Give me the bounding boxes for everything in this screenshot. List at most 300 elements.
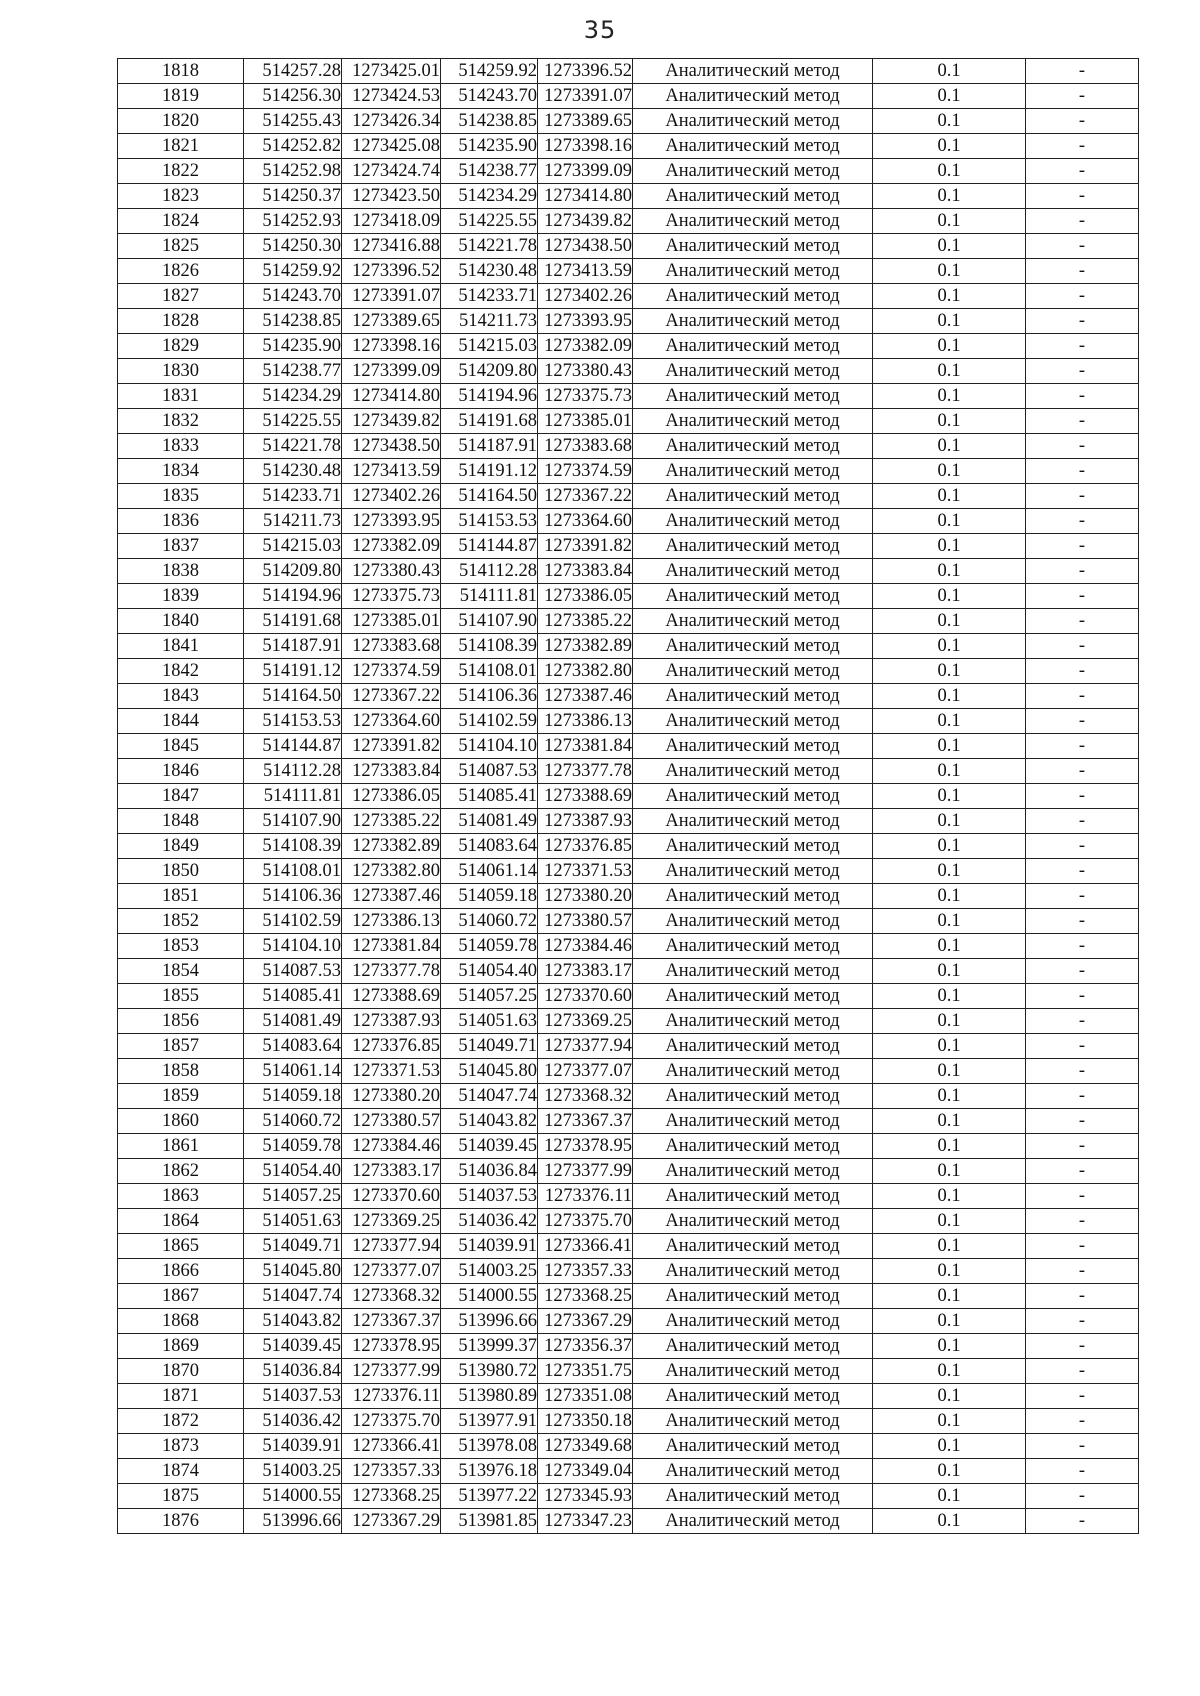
y1-cell: 1273380.57	[342, 1109, 441, 1134]
note-cell: -	[1026, 1109, 1139, 1134]
accuracy-cell: 0.1	[873, 1384, 1026, 1409]
x2-cell: 514039.45	[441, 1134, 538, 1159]
y1-cell: 1273438.50	[342, 434, 441, 459]
x1-cell: 514191.68	[244, 609, 342, 634]
table-row	[118, 1309, 1139, 1334]
x1-cell: 514164.50	[244, 684, 342, 709]
x1-cell: 514049.71	[244, 1234, 342, 1259]
y2-cell: 1273347.23	[538, 1509, 633, 1534]
point-number-cell: 1873	[118, 1434, 244, 1459]
y1-cell: 1273386.13	[342, 909, 441, 934]
table-row	[118, 109, 1139, 134]
x1-cell: 514108.01	[244, 859, 342, 884]
x1-cell: 514238.85	[244, 309, 342, 334]
y1-cell: 1273416.88	[342, 234, 441, 259]
x1-cell: 514112.28	[244, 759, 342, 784]
y1-cell: 1273367.29	[342, 1509, 441, 1534]
table-row	[118, 1334, 1139, 1359]
point-number-cell: 1822	[118, 159, 244, 184]
table-body	[118, 59, 1139, 1534]
method-cell: Аналитический метод	[633, 559, 873, 584]
x1-cell: 514043.82	[244, 1309, 342, 1334]
x2-cell: 514225.55	[441, 209, 538, 234]
y2-cell: 1273414.80	[538, 184, 633, 209]
table-row	[118, 809, 1139, 834]
x1-cell: 514107.90	[244, 809, 342, 834]
y2-cell: 1273374.59	[538, 459, 633, 484]
table-row	[118, 584, 1139, 609]
x1-cell: 514036.42	[244, 1409, 342, 1434]
method-cell: Аналитический метод	[633, 1284, 873, 1309]
method-cell: Аналитический метод	[633, 1059, 873, 1084]
x1-cell: 514153.53	[244, 709, 342, 734]
y1-cell: 1273376.85	[342, 1034, 441, 1059]
accuracy-cell: 0.1	[873, 859, 1026, 884]
method-cell: Аналитический метод	[633, 634, 873, 659]
x2-cell: 514235.90	[441, 134, 538, 159]
method-cell: Аналитический метод	[633, 84, 873, 109]
x2-cell: 514054.40	[441, 959, 538, 984]
method-cell: Аналитический метод	[633, 1384, 873, 1409]
note-cell: -	[1026, 559, 1139, 584]
method-cell: Аналитический метод	[633, 984, 873, 1009]
method-cell: Аналитический метод	[633, 859, 873, 884]
note-cell: -	[1026, 834, 1139, 859]
y1-cell: 1273388.69	[342, 984, 441, 1009]
y1-cell: 1273387.46	[342, 884, 441, 909]
method-cell: Аналитический метод	[633, 1159, 873, 1184]
table-row	[118, 484, 1139, 509]
y2-cell: 1273383.84	[538, 559, 633, 584]
x1-cell: 514087.53	[244, 959, 342, 984]
y1-cell: 1273414.80	[342, 384, 441, 409]
x1-cell: 514111.81	[244, 784, 342, 809]
accuracy-cell: 0.1	[873, 484, 1026, 509]
x2-cell: 514061.14	[441, 859, 538, 884]
y1-cell: 1273398.16	[342, 334, 441, 359]
method-cell: Аналитический метод	[633, 384, 873, 409]
y2-cell: 1273438.50	[538, 234, 633, 259]
table-row	[118, 284, 1139, 309]
y1-cell: 1273368.25	[342, 1484, 441, 1509]
y1-cell: 1273376.11	[342, 1384, 441, 1409]
y2-cell: 1273368.32	[538, 1084, 633, 1109]
point-number-cell: 1829	[118, 334, 244, 359]
point-number-cell: 1847	[118, 784, 244, 809]
x1-cell: 514083.64	[244, 1034, 342, 1059]
y2-cell: 1273364.60	[538, 509, 633, 534]
x1-cell: 514252.98	[244, 159, 342, 184]
y2-cell: 1273351.08	[538, 1384, 633, 1409]
table-row	[118, 134, 1139, 159]
x2-cell: 514108.39	[441, 634, 538, 659]
accuracy-cell: 0.1	[873, 1459, 1026, 1484]
point-number-cell: 1844	[118, 709, 244, 734]
accuracy-cell: 0.1	[873, 359, 1026, 384]
y2-cell: 1273377.78	[538, 759, 633, 784]
y1-cell: 1273396.52	[342, 259, 441, 284]
x2-cell: 514221.78	[441, 234, 538, 259]
accuracy-cell: 0.1	[873, 59, 1026, 84]
x2-cell: 514191.68	[441, 409, 538, 434]
y1-cell: 1273380.43	[342, 559, 441, 584]
y1-cell: 1273382.80	[342, 859, 441, 884]
table-row	[118, 309, 1139, 334]
x1-cell: 514106.36	[244, 884, 342, 909]
method-cell: Аналитический метод	[633, 584, 873, 609]
point-number-cell: 1849	[118, 834, 244, 859]
y1-cell: 1273383.17	[342, 1159, 441, 1184]
accuracy-cell: 0.1	[873, 459, 1026, 484]
x1-cell: 514085.41	[244, 984, 342, 1009]
accuracy-cell: 0.1	[873, 1184, 1026, 1209]
y1-cell: 1273413.59	[342, 459, 441, 484]
y2-cell: 1273351.75	[538, 1359, 633, 1384]
point-number-cell: 1846	[118, 759, 244, 784]
method-cell: Аналитический метод	[633, 734, 873, 759]
point-number-cell: 1868	[118, 1309, 244, 1334]
accuracy-cell: 0.1	[873, 1234, 1026, 1259]
accuracy-cell: 0.1	[873, 984, 1026, 1009]
y2-cell: 1273376.11	[538, 1184, 633, 1209]
table-row	[118, 459, 1139, 484]
point-number-cell: 1828	[118, 309, 244, 334]
table-row	[118, 1459, 1139, 1484]
method-cell: Аналитический метод	[633, 1334, 873, 1359]
note-cell: -	[1026, 1509, 1139, 1534]
y1-cell: 1273439.82	[342, 409, 441, 434]
x2-cell: 513981.85	[441, 1509, 538, 1534]
accuracy-cell: 0.1	[873, 309, 1026, 334]
table-row	[118, 759, 1139, 784]
x1-cell: 514108.39	[244, 834, 342, 859]
x1-cell: 514059.78	[244, 1134, 342, 1159]
y1-cell: 1273418.09	[342, 209, 441, 234]
x2-cell: 514234.29	[441, 184, 538, 209]
note-cell: -	[1026, 584, 1139, 609]
accuracy-cell: 0.1	[873, 1159, 1026, 1184]
method-cell: Аналитический метод	[633, 434, 873, 459]
note-cell: -	[1026, 634, 1139, 659]
method-cell: Аналитический метод	[633, 59, 873, 84]
method-cell: Аналитический метод	[633, 884, 873, 909]
y2-cell: 1273388.69	[538, 784, 633, 809]
point-number-cell: 1820	[118, 109, 244, 134]
point-number-cell: 1819	[118, 84, 244, 109]
note-cell: -	[1026, 1034, 1139, 1059]
point-number-cell: 1835	[118, 484, 244, 509]
table-row	[118, 1084, 1139, 1109]
x2-cell: 514000.55	[441, 1284, 538, 1309]
y2-cell: 1273383.68	[538, 434, 633, 459]
method-cell: Аналитический метод	[633, 284, 873, 309]
x1-cell: 514059.18	[244, 1084, 342, 1109]
table-row	[118, 159, 1139, 184]
x2-cell: 514194.96	[441, 384, 538, 409]
method-cell: Аналитический метод	[633, 1034, 873, 1059]
y1-cell: 1273377.78	[342, 959, 441, 984]
note-cell: -	[1026, 1359, 1139, 1384]
x1-cell: 514187.91	[244, 634, 342, 659]
note-cell: -	[1026, 1084, 1139, 1109]
method-cell: Аналитический метод	[633, 209, 873, 234]
table-row	[118, 684, 1139, 709]
x2-cell: 514211.73	[441, 309, 538, 334]
y1-cell: 1273402.26	[342, 484, 441, 509]
method-cell: Аналитический метод	[633, 709, 873, 734]
x1-cell: 514250.30	[244, 234, 342, 259]
point-number-cell: 1832	[118, 409, 244, 434]
table-row	[118, 859, 1139, 884]
y1-cell: 1273391.07	[342, 284, 441, 309]
method-cell: Аналитический метод	[633, 134, 873, 159]
y1-cell: 1273384.46	[342, 1134, 441, 1159]
accuracy-cell: 0.1	[873, 109, 1026, 134]
note-cell: -	[1026, 209, 1139, 234]
x1-cell: 514061.14	[244, 1059, 342, 1084]
accuracy-cell: 0.1	[873, 634, 1026, 659]
method-cell: Аналитический метод	[633, 1459, 873, 1484]
x1-cell: 514039.91	[244, 1434, 342, 1459]
x1-cell: 514215.03	[244, 534, 342, 559]
note-cell: -	[1026, 734, 1139, 759]
method-cell: Аналитический метод	[633, 159, 873, 184]
y1-cell: 1273382.09	[342, 534, 441, 559]
note-cell: -	[1026, 659, 1139, 684]
y1-cell: 1273386.05	[342, 784, 441, 809]
x2-cell: 514233.71	[441, 284, 538, 309]
accuracy-cell: 0.1	[873, 734, 1026, 759]
point-number-cell: 1858	[118, 1059, 244, 1084]
x1-cell: 514225.55	[244, 409, 342, 434]
point-number-cell: 1859	[118, 1084, 244, 1109]
method-cell: Аналитический метод	[633, 1084, 873, 1109]
x2-cell: 514047.74	[441, 1084, 538, 1109]
point-number-cell: 1848	[118, 809, 244, 834]
table-row	[118, 234, 1139, 259]
accuracy-cell: 0.1	[873, 434, 1026, 459]
y2-cell: 1273389.65	[538, 109, 633, 134]
x2-cell: 514085.41	[441, 784, 538, 809]
accuracy-cell: 0.1	[873, 1409, 1026, 1434]
x2-cell: 514036.84	[441, 1159, 538, 1184]
note-cell: -	[1026, 1459, 1139, 1484]
x2-cell: 514036.42	[441, 1209, 538, 1234]
accuracy-cell: 0.1	[873, 1309, 1026, 1334]
x2-cell: 514238.85	[441, 109, 538, 134]
y1-cell: 1273375.73	[342, 584, 441, 609]
x2-cell: 514059.78	[441, 934, 538, 959]
table-row	[118, 1409, 1139, 1434]
table-row	[118, 59, 1139, 84]
y2-cell: 1273385.01	[538, 409, 633, 434]
method-cell: Аналитический метод	[633, 1259, 873, 1284]
y1-cell: 1273424.74	[342, 159, 441, 184]
point-number-cell: 1863	[118, 1184, 244, 1209]
accuracy-cell: 0.1	[873, 659, 1026, 684]
note-cell: -	[1026, 1384, 1139, 1409]
y2-cell: 1273378.95	[538, 1134, 633, 1159]
x1-cell: 514036.84	[244, 1359, 342, 1384]
y2-cell: 1273381.84	[538, 734, 633, 759]
table-row	[118, 1034, 1139, 1059]
method-cell: Аналитический метод	[633, 1234, 873, 1259]
note-cell: -	[1026, 1259, 1139, 1284]
method-cell: Аналитический метод	[633, 334, 873, 359]
y2-cell: 1273413.59	[538, 259, 633, 284]
point-number-cell: 1836	[118, 509, 244, 534]
y2-cell: 1273385.22	[538, 609, 633, 634]
point-number-cell: 1874	[118, 1459, 244, 1484]
accuracy-cell: 0.1	[873, 1059, 1026, 1084]
table-row	[118, 259, 1139, 284]
x1-cell: 514252.82	[244, 134, 342, 159]
y1-cell: 1273364.60	[342, 709, 441, 734]
y2-cell: 1273375.73	[538, 384, 633, 409]
x2-cell: 514215.03	[441, 334, 538, 359]
x1-cell: 514191.12	[244, 659, 342, 684]
y1-cell: 1273383.68	[342, 634, 441, 659]
x2-cell: 514230.48	[441, 259, 538, 284]
point-number-cell: 1855	[118, 984, 244, 1009]
note-cell: -	[1026, 1309, 1139, 1334]
note-cell: -	[1026, 909, 1139, 934]
accuracy-cell: 0.1	[873, 409, 1026, 434]
note-cell: -	[1026, 509, 1139, 534]
note-cell: -	[1026, 384, 1139, 409]
accuracy-cell: 0.1	[873, 1084, 1026, 1109]
point-number-cell: 1867	[118, 1284, 244, 1309]
table-row	[118, 1359, 1139, 1384]
note-cell: -	[1026, 359, 1139, 384]
accuracy-cell: 0.1	[873, 1259, 1026, 1284]
x1-cell: 514057.25	[244, 1184, 342, 1209]
x1-cell: 514211.73	[244, 509, 342, 534]
note-cell: -	[1026, 1059, 1139, 1084]
point-number-cell: 1853	[118, 934, 244, 959]
method-cell: Аналитический метод	[633, 1409, 873, 1434]
note-cell: -	[1026, 134, 1139, 159]
x1-cell: 514255.43	[244, 109, 342, 134]
x2-cell: 514081.49	[441, 809, 538, 834]
x2-cell: 513999.37	[441, 1334, 538, 1359]
point-number-cell: 1818	[118, 59, 244, 84]
note-cell: -	[1026, 1009, 1139, 1034]
x2-cell: 514191.12	[441, 459, 538, 484]
x2-cell: 514060.72	[441, 909, 538, 934]
accuracy-cell: 0.1	[873, 759, 1026, 784]
y2-cell: 1273349.04	[538, 1459, 633, 1484]
point-number-cell: 1850	[118, 859, 244, 884]
method-cell: Аналитический метод	[633, 484, 873, 509]
y2-cell: 1273391.82	[538, 534, 633, 559]
y1-cell: 1273367.37	[342, 1309, 441, 1334]
x2-cell: 514037.53	[441, 1184, 538, 1209]
note-cell: -	[1026, 484, 1139, 509]
accuracy-cell: 0.1	[873, 959, 1026, 984]
note-cell: -	[1026, 84, 1139, 109]
method-cell: Аналитический метод	[633, 1209, 873, 1234]
table-row	[118, 709, 1139, 734]
note-cell: -	[1026, 959, 1139, 984]
note-cell: -	[1026, 234, 1139, 259]
x2-cell: 514108.01	[441, 659, 538, 684]
y2-cell: 1273396.52	[538, 59, 633, 84]
point-number-cell: 1871	[118, 1384, 244, 1409]
accuracy-cell: 0.1	[873, 1509, 1026, 1534]
point-number-cell: 1845	[118, 734, 244, 759]
note-cell: -	[1026, 984, 1139, 1009]
table-row	[118, 1384, 1139, 1409]
point-number-cell: 1866	[118, 1259, 244, 1284]
y1-cell: 1273375.70	[342, 1409, 441, 1434]
table-row	[118, 209, 1139, 234]
method-cell: Аналитический метод	[633, 809, 873, 834]
y2-cell: 1273384.46	[538, 934, 633, 959]
accuracy-cell: 0.1	[873, 259, 1026, 284]
note-cell: -	[1026, 409, 1139, 434]
x1-cell: 514256.30	[244, 84, 342, 109]
x2-cell: 514051.63	[441, 1009, 538, 1034]
table-row	[118, 784, 1139, 809]
y2-cell: 1273375.70	[538, 1209, 633, 1234]
y1-cell: 1273382.89	[342, 834, 441, 859]
y1-cell: 1273383.84	[342, 759, 441, 784]
note-cell: -	[1026, 1284, 1139, 1309]
method-cell: Аналитический метод	[633, 1109, 873, 1134]
method-cell: Аналитический метод	[633, 234, 873, 259]
method-cell: Аналитический метод	[633, 784, 873, 809]
x2-cell: 514144.87	[441, 534, 538, 559]
note-cell: -	[1026, 1234, 1139, 1259]
table-row	[118, 1184, 1139, 1209]
y1-cell: 1273370.60	[342, 1184, 441, 1209]
x1-cell: 514060.72	[244, 1109, 342, 1134]
y2-cell: 1273387.93	[538, 809, 633, 834]
method-cell: Аналитический метод	[633, 1009, 873, 1034]
point-number-cell: 1833	[118, 434, 244, 459]
method-cell: Аналитический метод	[633, 759, 873, 784]
point-number-cell: 1857	[118, 1034, 244, 1059]
accuracy-cell: 0.1	[873, 1284, 1026, 1309]
table-row	[118, 559, 1139, 584]
method-cell: Аналитический метод	[633, 934, 873, 959]
accuracy-cell: 0.1	[873, 509, 1026, 534]
x2-cell: 514106.36	[441, 684, 538, 709]
x2-cell: 514238.77	[441, 159, 538, 184]
method-cell: Аналитический метод	[633, 409, 873, 434]
point-number-cell: 1834	[118, 459, 244, 484]
y2-cell: 1273383.17	[538, 959, 633, 984]
x1-cell: 514003.25	[244, 1459, 342, 1484]
table-row	[118, 184, 1139, 209]
table-row	[118, 1209, 1139, 1234]
accuracy-cell: 0.1	[873, 1034, 1026, 1059]
note-cell: -	[1026, 434, 1139, 459]
method-cell: Аналитический метод	[633, 359, 873, 384]
y1-cell: 1273426.34	[342, 109, 441, 134]
point-number-cell: 1865	[118, 1234, 244, 1259]
y1-cell: 1273368.32	[342, 1284, 441, 1309]
x2-cell: 514087.53	[441, 759, 538, 784]
y2-cell: 1273386.05	[538, 584, 633, 609]
point-number-cell: 1831	[118, 384, 244, 409]
x1-cell: 514000.55	[244, 1484, 342, 1509]
table-row	[118, 1109, 1139, 1134]
method-cell: Аналитический метод	[633, 259, 873, 284]
x2-cell: 514045.80	[441, 1059, 538, 1084]
point-number-cell: 1840	[118, 609, 244, 634]
